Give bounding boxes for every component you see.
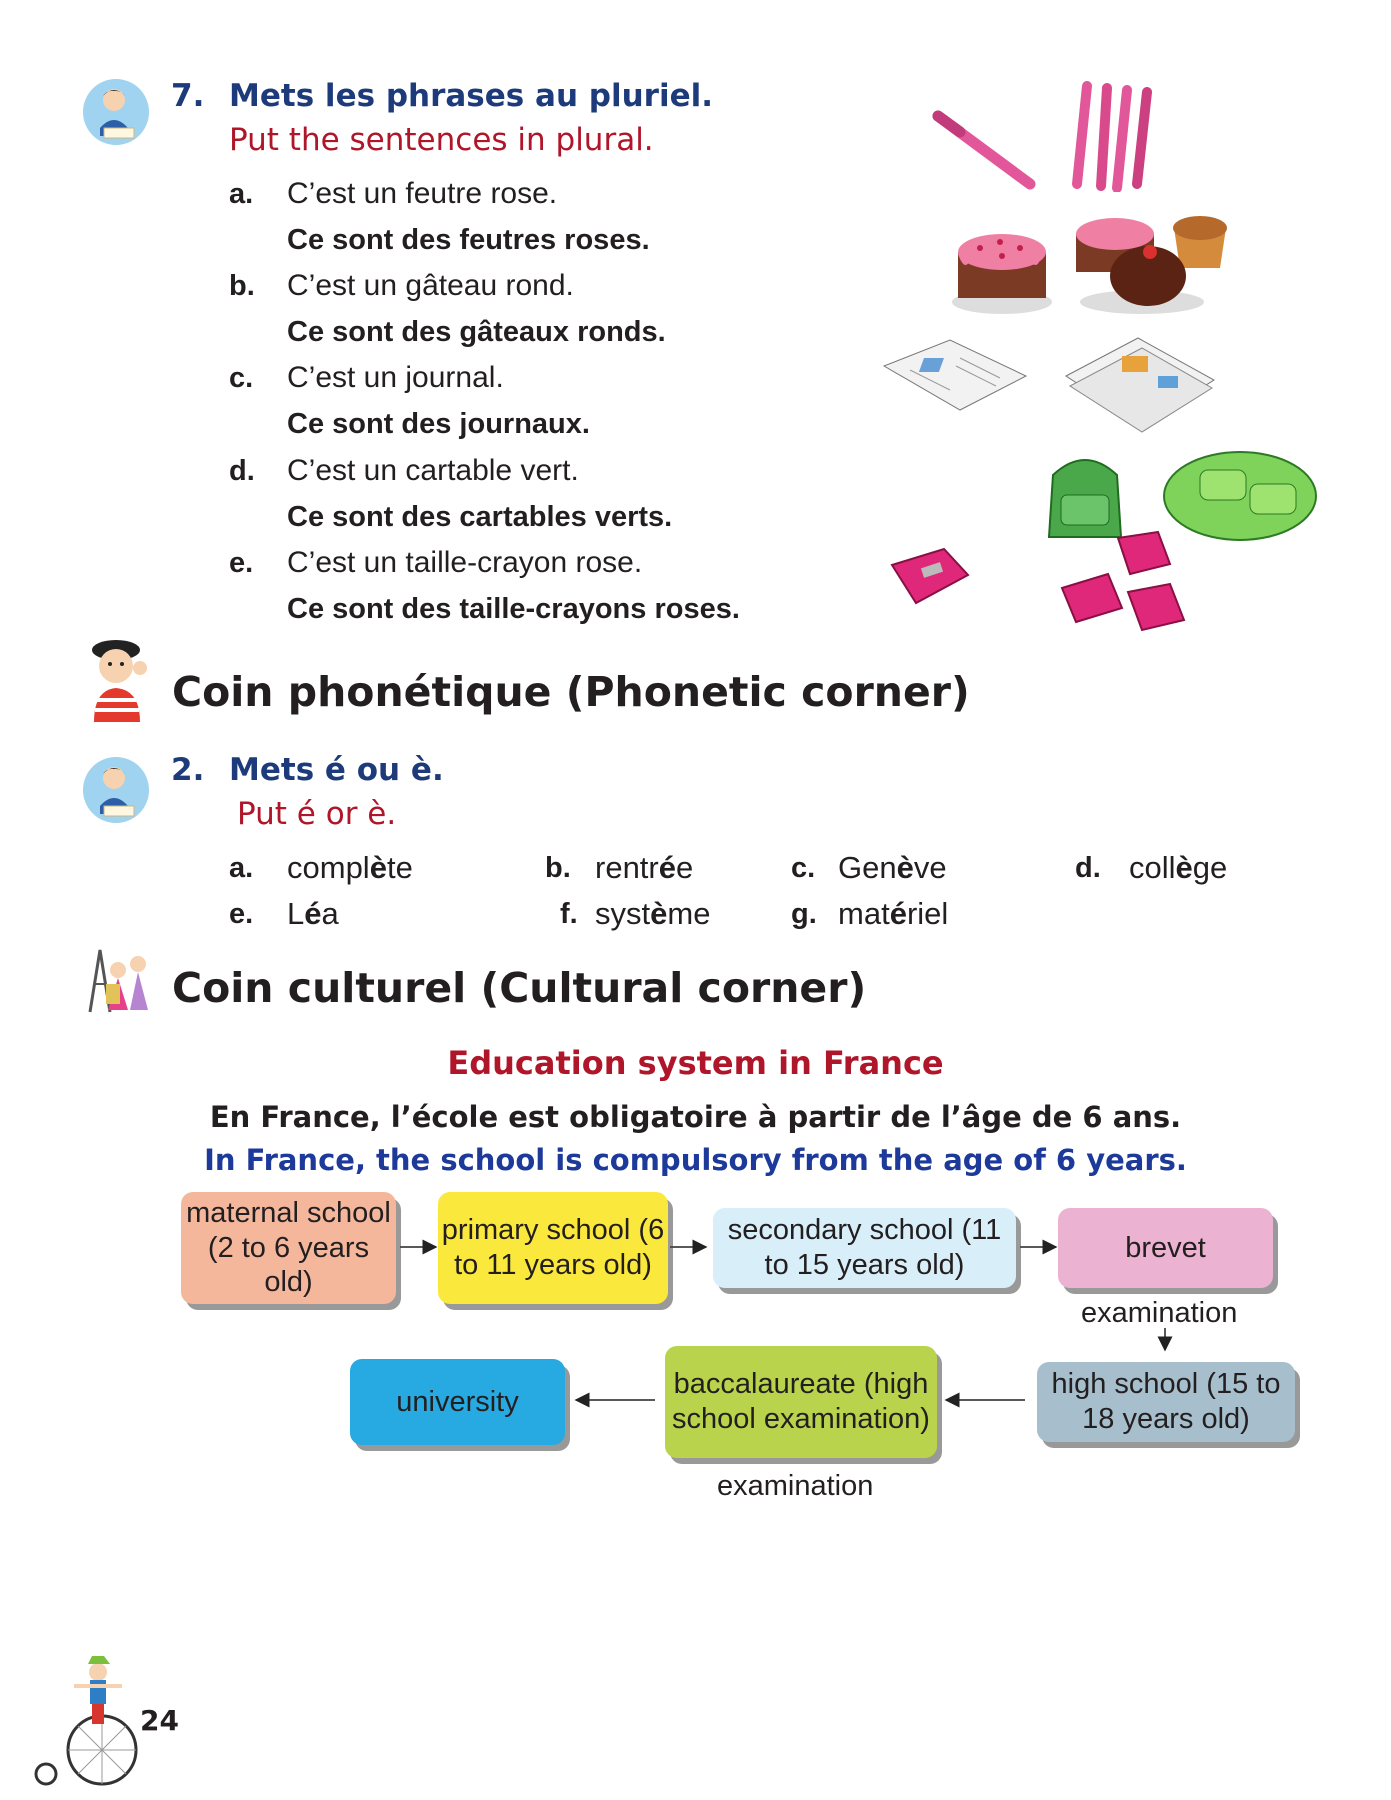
accent-word: complète bbox=[287, 850, 413, 885]
item-question: C’est un cartable vert. bbox=[287, 454, 579, 487]
item-label: c. bbox=[229, 362, 254, 394]
accent-word: collège bbox=[1129, 850, 1228, 885]
item-answer: Ce sont des cartables verts. bbox=[287, 501, 673, 533]
high-school-box: high school (15 to 18 years old) bbox=[1037, 1362, 1295, 1442]
sharpeners-icon bbox=[1058, 530, 1198, 650]
item-label: b. bbox=[229, 270, 255, 302]
felt-pen-icon bbox=[930, 110, 1040, 190]
accent-word: Genève bbox=[838, 850, 947, 885]
felt-pens-icon bbox=[1065, 80, 1165, 192]
accent-word: matériel bbox=[838, 896, 949, 931]
maternal-school-box: maternal school (2 to 6 years old) bbox=[181, 1192, 396, 1304]
eiffel-tower-children-icon bbox=[80, 944, 154, 1014]
item-answer: Ce sont des journaux. bbox=[287, 408, 590, 440]
accent-word: rentrée bbox=[595, 850, 694, 885]
word-label: f. bbox=[560, 898, 578, 930]
exercise-7-number: 7. bbox=[171, 78, 205, 114]
phonetic-corner-heading: Coin phonétique (Phonetic corner) bbox=[172, 668, 970, 716]
exercise-2-number: 2. bbox=[171, 752, 205, 788]
item-answer: Ce sont des feutres roses. bbox=[287, 224, 650, 256]
french-sentence: En France, l’école est obligatoire à partir de l’âge de 6 ans. bbox=[209, 1100, 1182, 1134]
education-title: Education system in France bbox=[447, 1044, 944, 1082]
item-question: C’est un feutre rose. bbox=[287, 177, 558, 210]
sharpener-icon bbox=[888, 545, 972, 607]
accent-word: Léa bbox=[287, 896, 339, 931]
item-label: d. bbox=[229, 455, 255, 487]
baccalaureate-caption: examination bbox=[717, 1470, 874, 1502]
cultural-corner-heading: Coin culturel (Cultural corner) bbox=[172, 964, 867, 1012]
item-question: C’est un gâteau rond. bbox=[287, 269, 574, 302]
word-label: g. bbox=[791, 898, 817, 930]
secondary-school-box: secondary school (11 to 15 years old) bbox=[713, 1208, 1016, 1288]
word-label: e. bbox=[229, 898, 254, 930]
word-label: d. bbox=[1075, 852, 1101, 884]
brevet-box: brevet bbox=[1058, 1208, 1273, 1288]
item-question: C’est un taille-crayon rose. bbox=[287, 546, 643, 579]
english-sentence: In France, the school is compulsory from the age of 6 years. bbox=[204, 1143, 1187, 1177]
university-box: university bbox=[350, 1359, 565, 1445]
exercise-2-title: Mets é ou è. bbox=[229, 752, 444, 788]
item-question: C’est un journal. bbox=[287, 361, 504, 394]
item-answer: Ce sont des gâteaux ronds. bbox=[287, 316, 666, 348]
newspapers-icon bbox=[1062, 330, 1218, 438]
primary-school-box: primary school (6 to 11 years old) bbox=[438, 1192, 668, 1304]
boy-thinking-icon bbox=[82, 632, 154, 724]
cakes-icon bbox=[1072, 200, 1230, 316]
boy-writing-icon bbox=[82, 78, 150, 146]
word-label: c. bbox=[791, 852, 816, 884]
exercise-7-subtitle: Put the sentences in plural. bbox=[229, 122, 654, 158]
item-label: a. bbox=[229, 178, 254, 210]
brevet-caption: examination bbox=[1081, 1297, 1238, 1329]
accent-word: système bbox=[595, 896, 711, 931]
boy-writing-icon bbox=[82, 756, 150, 824]
item-label: e. bbox=[229, 547, 254, 579]
page-number: 24 bbox=[140, 1704, 179, 1737]
penny-farthing-boy-icon bbox=[30, 1650, 140, 1790]
newspaper-icon bbox=[880, 336, 1028, 416]
word-label: a. bbox=[229, 852, 254, 884]
baccalaureate-box: baccalaureate (high school examination) bbox=[665, 1346, 937, 1458]
exercise-7-title: Mets les phrases au pluriel. bbox=[229, 78, 714, 114]
item-answer: Ce sont des taille-crayons roses. bbox=[287, 593, 740, 625]
cake-icon bbox=[950, 222, 1055, 318]
exercise-2-subtitle: Put é or è. bbox=[237, 796, 397, 832]
word-label: b. bbox=[545, 852, 571, 884]
